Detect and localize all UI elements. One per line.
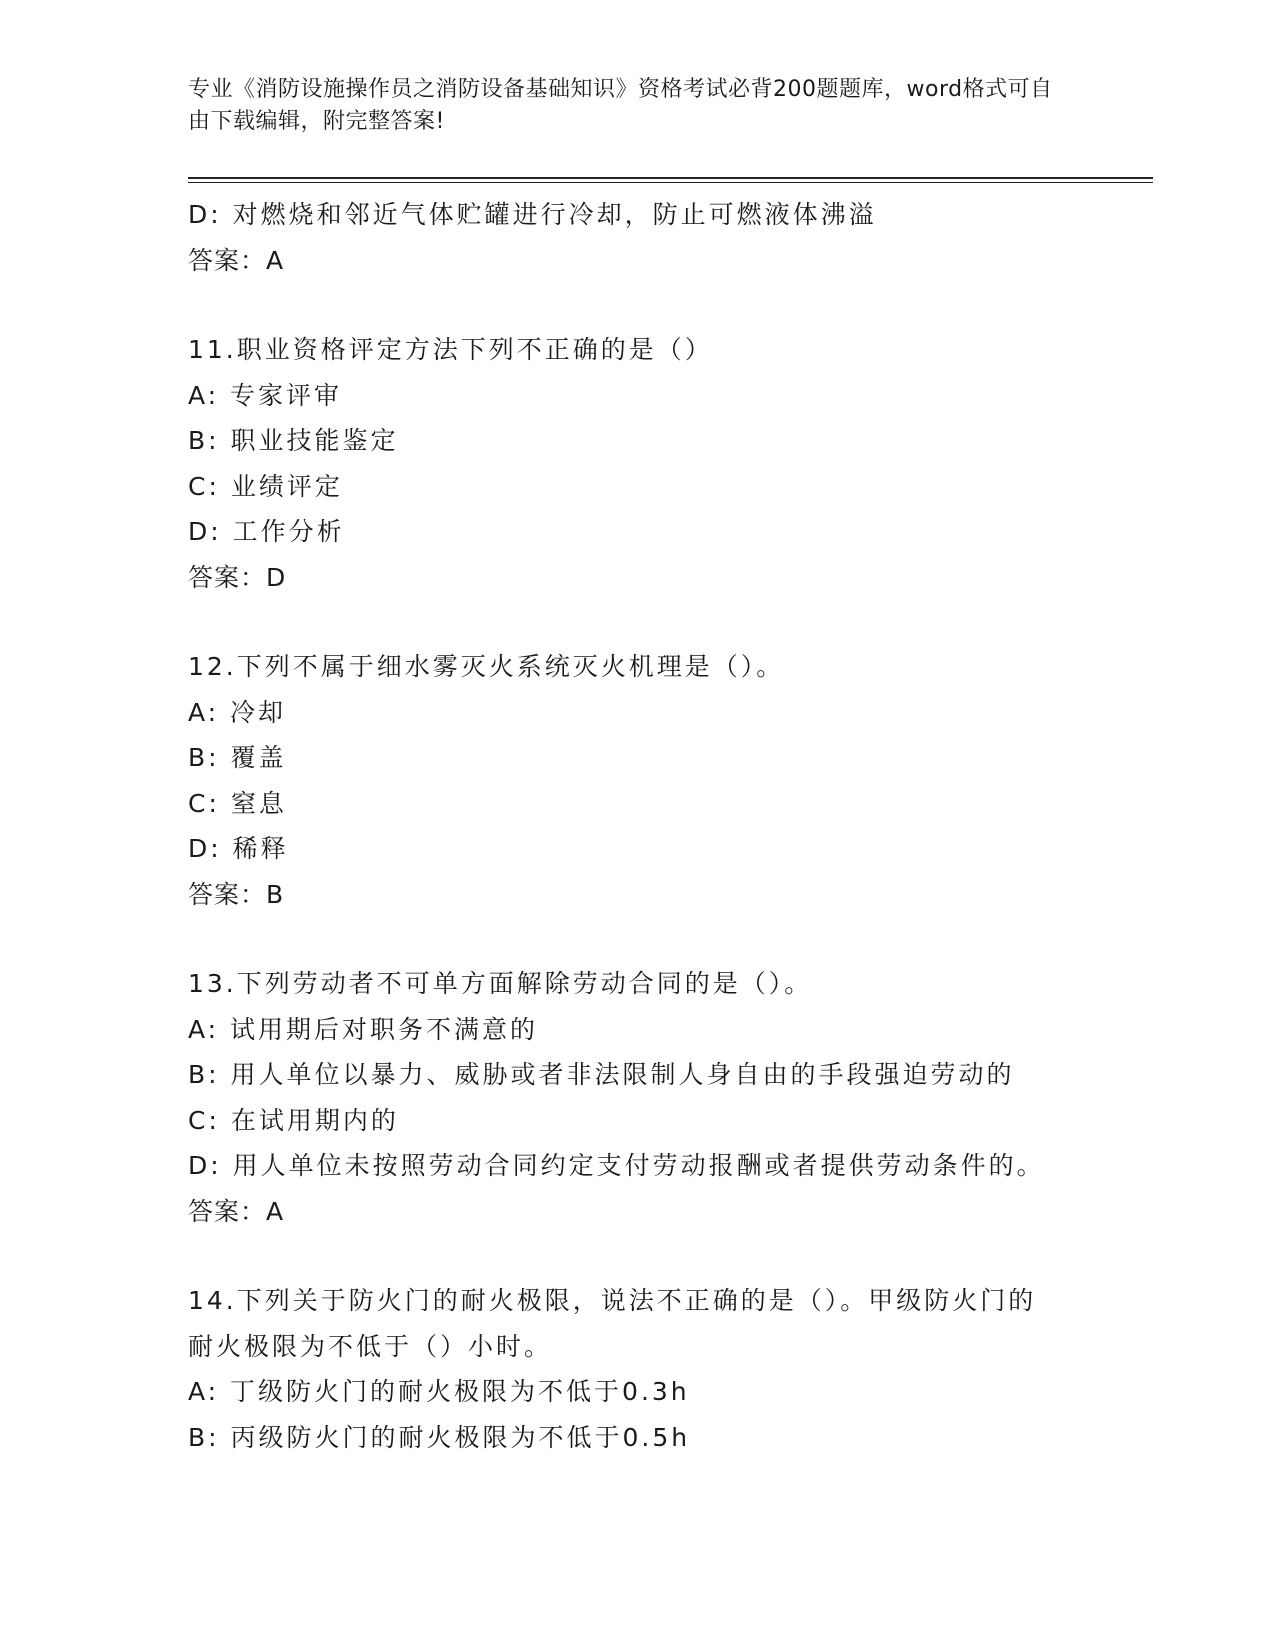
- question-text: 11.职业资格评定方法下列不正确的是（）: [188, 335, 713, 364]
- question-12: [188, 644, 1088, 917]
- option-d: D: 对燃烧和邻近气体贮罐进行冷却，防止可燃液体沸溢: [188, 200, 877, 229]
- question-13: [188, 961, 1088, 1234]
- option-a: A: 试用期后对职务不满意的: [188, 1014, 539, 1044]
- option-c: C: 在试用期内的: [188, 1105, 399, 1135]
- option-b: B: 覆盖: [188, 743, 287, 772]
- option-a: A: 冷却: [188, 697, 287, 727]
- option-b: B: 职业技能鉴定: [188, 426, 399, 455]
- question-text: 12.下列不属于细水雾灭火系统灭火机理是（）。: [188, 652, 785, 681]
- header-rule-thin: [188, 182, 1153, 183]
- question-14: [188, 1278, 1088, 1460]
- option-c: C: 窒息: [188, 788, 287, 818]
- question-text: 14.下列关于防火门的耐火极限，说法不正确的是（）。甲级防火门的: [188, 1286, 1037, 1315]
- option-b: B: 用人单位以暴力、威胁或者非法限制人身自由的手段强迫劳动的: [188, 1060, 1015, 1089]
- option-d: D: 用人单位未按照劳动合同约定支付劳动报酬或者提供劳动条件的。: [188, 1151, 1045, 1180]
- question-text-continued: 耐火极限为不低于（）小时。: [188, 1331, 553, 1361]
- answer: 答案：A: [188, 1196, 285, 1226]
- option-a: A: 丁级防火门的耐火极限为不低于0.3h: [188, 1377, 690, 1406]
- question-content: [188, 192, 1088, 1460]
- answer: 答案：D: [188, 562, 287, 592]
- answer: 答案：B: [188, 879, 285, 909]
- question-text: 13.下列劳动者不可单方面解除劳动合同的是（）。: [188, 969, 813, 998]
- question-11: [188, 327, 1088, 600]
- option-a: A: 专家评审: [188, 380, 343, 410]
- answer: 答案：A: [188, 245, 285, 275]
- header-rule: [188, 177, 1153, 179]
- option-b: B: 丙级防火门的耐火极限为不低于0.5h: [188, 1422, 691, 1452]
- option-c: C: 业绩评定: [188, 471, 343, 501]
- document-header: 专业《消防设施操作员之消防设备基础知识》资格考试必背200题题库，word格式可自由下载编辑，附完整答案!: [188, 77, 1053, 134]
- option-d: D: 工作分析: [188, 517, 345, 546]
- option-d: D: 稀释: [188, 834, 289, 863]
